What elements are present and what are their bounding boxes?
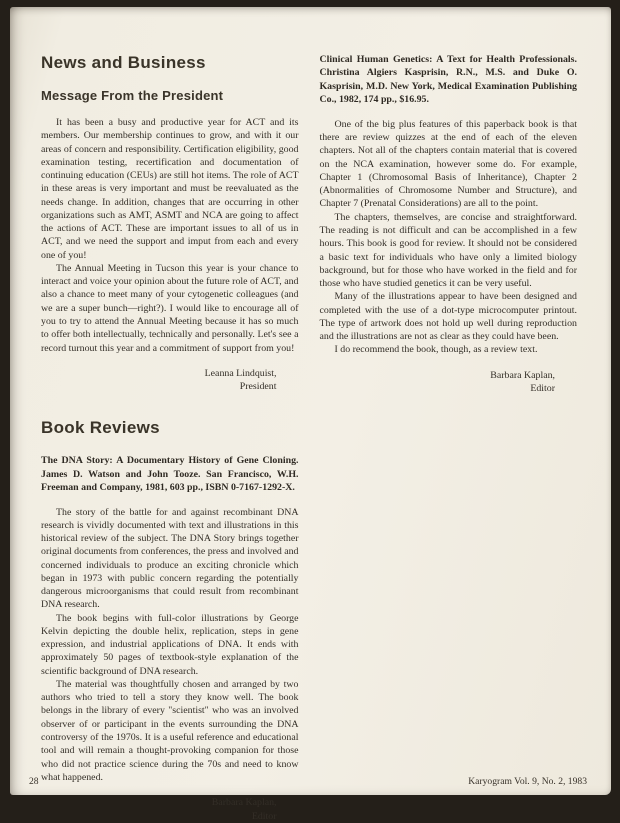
- clinical-genetics-paragraph-1: One of the big plus features of this paperback book is that there are review quizzes at the end of each of the eleven chapters. Not all of the chapters contain material that is covered on the NCA examination, however some do. For example, Chapter 1 (Chromosomal Basis of Inheritance), Chapter 2 (Abnormalities of Chromosome Number and Structure), and Chapter 7 (Prenatal Considerations) are all to the point.: [319, 118, 577, 210]
- clinical-genetics-citation: Clinical Human Genetics: A Text for Health Professionals. Christina Algiers Kasprisin, R.N., M.S. and Duke O. Kasprisin, M.D. New York, Medical Examination Publishing Co., 1982, 174 pp., $16.95.: [319, 54, 577, 106]
- signature-name: Barbara Kaplan,: [211, 797, 277, 809]
- two-column-layout: [41, 53, 577, 823]
- clinical-genetics-paragraph-2: The chapters, themselves, are concise and straightforward. The reading is not difficult and can be accomplished in a few hours. This book is good for review. It should not be considered a basic text for individuals who have only a limited biology background, but for those who have worked in the field and for those who have studied genetics it can be very useful.: [319, 211, 577, 290]
- news-and-business-heading: News and Business: [41, 53, 206, 72]
- dna-story-paragraph-2: The book begins with full-color illustrations by George Kelvin depicting the double helix, replication, steps in gene expression, and industrial applications of DNA. It ends with approximately 50 pages of textbook-style explanation of the scientific background of DNA research.: [41, 612, 299, 677]
- left-column: [41, 53, 299, 823]
- dna-story-paragraph-3: The material was thoughtfully chosen and arranged by two authors who tried to tell a story they know well. The book belongs in the library of every "scientist" who was an involved observer of or participant in the events surrounding the DNA controversy of the 1970s. It is a useful reference and educational tool and will remain a thought-provoking companion for those who did not practice science during the 70s and need to know what happened.: [41, 678, 299, 783]
- president-signature: [41, 367, 299, 394]
- message-from-president-subheading: Message From the President: [41, 88, 224, 103]
- signature-title: President: [239, 381, 277, 393]
- signature-title: Editor: [530, 383, 555, 395]
- scanned-journal-page: [10, 7, 611, 822]
- signature-name: Leanna Lindquist,: [204, 367, 277, 379]
- clinical-genetics-paragraph-3: Many of the illustrations appear to have been designed and completed with the use of a dot-type microcomputer printout. The type of artwork does not hold up well during reproduction and the illustrations are not as clear as they could have been.: [319, 291, 577, 343]
- signature-name: Barbara Kaplan,: [490, 369, 555, 381]
- president-paragraph-1: It has been a busy and productive year for ACT and its members. Our membership continues to grow, and with it our areas of concern and responsibility. Certification eligibility, good examination testing, recertification and documentation of continuing education (CEUs) are still hot items. The role of ACT in these areas is very important and must be reevaluated as the needs change. In addition, changes that are occurring in other organizations such as AMT, ASMT and NCA are going to affect the actions of ACT. These are important issues to all of us in ACT, and we need the support and imput from each and every one of you!: [41, 117, 299, 261]
- clinical-genetics-reviewer-signature: [320, 369, 578, 396]
- journal-volume-line: Karyogram Vol. 9, No. 2, 1983: [468, 776, 587, 787]
- dna-story-citation: The DNA Story: A Documentary History of Gene Cloning. James D. Watson and John Tooze. San Francisco, W.H. Freeman and Company, 1981, 603 pp., ISBN 0-7167-1292-X.: [41, 455, 299, 494]
- president-paragraph-2: The Annual Meeting in Tucson this year is your chance to interact and voice your opinion about the future role of ACT, and also a chance to meet many of your cytogenetic colleagues (and we are a super bunch—right?). I would like to encourage all of you to try to attend the Annual Meeting because it has so much to offer both intellectually, technically and personally. Let's see a record turnout this year and a commitment of support from you!: [41, 262, 299, 354]
- page-footer: [29, 776, 587, 787]
- signature-title: Editor: [251, 810, 277, 822]
- dna-story-paragraph-1: The story of the battle for and against recombinant DNA research is vividly documented with text and illustrations in this historical review of the subject. The DNA Story brings together original documents from conferences, the press and involved and concerned individuals to produce an exciting chronicle which began in 1973 with public concern regarding the potentially dangerous microorganisms that could result from recombinant DNA research.: [41, 506, 299, 611]
- page-number: 28: [29, 776, 39, 787]
- dna-story-reviewer-signature: [41, 796, 299, 823]
- clinical-genetics-paragraph-4: I do recommend the book, though, as a review text.: [334, 344, 538, 356]
- book-reviews-heading: Book Reviews: [41, 418, 160, 438]
- right-column: [320, 53, 578, 823]
